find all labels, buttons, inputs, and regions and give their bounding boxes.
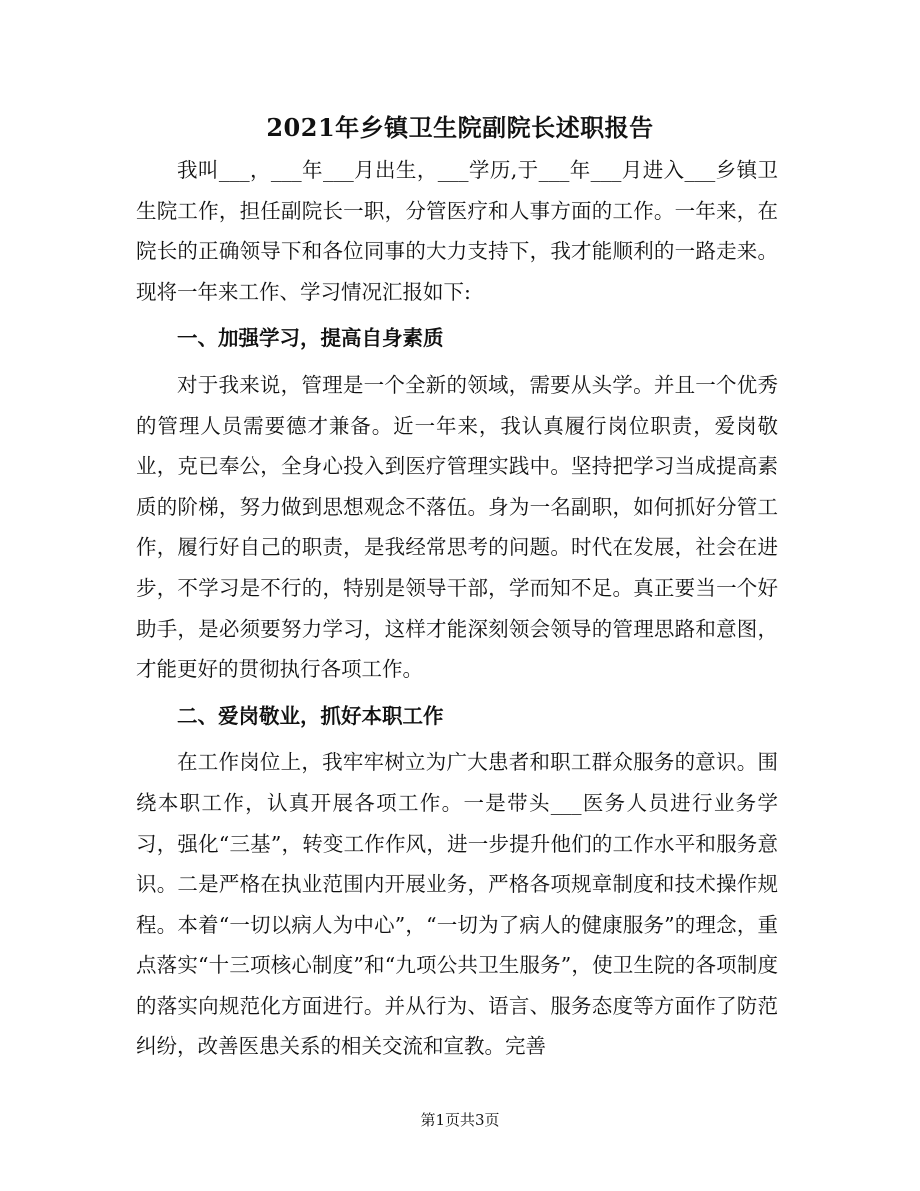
section-heading-2: 二、爱岗敬业，抓好本职工作	[177, 703, 444, 728]
section-1-paragraph: 对于我来说，管理是一个全新的领域，需要从头学。并且一个优秀的管理人员需要德才兼备。近一年来，我认真履行岗位职责，爱岗敬业，克已奉公，全身心投入到医疗管理实践中。坚持把学习当成提高素质的阶梯，努力做到思想观念不落伍。身为一名副职，如何抓好分管工作，履行好自己的职责，是我经常思考的问题。时代在发展，社会在进步，不学习是不行的，特别是领导干部，学而知不足。真正要当一个好助手，是必须要努力学习，这样才能深刻领会领导的管理思路和意图，才能更好的贯彻执行各项工作。	[136, 372, 778, 682]
page-title: 2021年乡镇卫生院副院长述职报告	[266, 113, 654, 142]
page-footer: 第1页共3页	[420, 1111, 500, 1129]
section-2-paragraph: 在工作岗位上，我牢牢树立为广大患者和职工群众服务的意识。围绕本职工作，认真开展各项工作。一是带头___医务人员进行业务学习，强化“三基”，转变工作作风，进一步提升他们的工作水平和服务意识。二是严格在执业范围内开展业务，严格各项规章制度和技术操作规程。本着“一切以病人为中心”，“一切为了病人的健康服务”的理念，重点落实“十三项核心制度”和“九项公共卫生服务”，使卫生院的各项制度的落实向规范化方面进行。并从行为、语言、服务态度等方面作了防范纠纷，改善医患关系的相关交流和宣教。完善	[136, 750, 778, 1059]
intro-paragraph: 我叫___，___年___月出生，___学历,于___年___月进入___乡镇卫生院工作，担任副院长一职，分管医疗和人事方面的工作。一年来，在院长的正确领导下和各位同事的大力支持下，我才能顺利的一路走来。现将一年来工作、学习情况汇报如下:	[136, 158, 778, 304]
document-body	[136, 150, 778, 1067]
section-heading-1: 一、加强学习，提高自身素质	[177, 326, 444, 351]
